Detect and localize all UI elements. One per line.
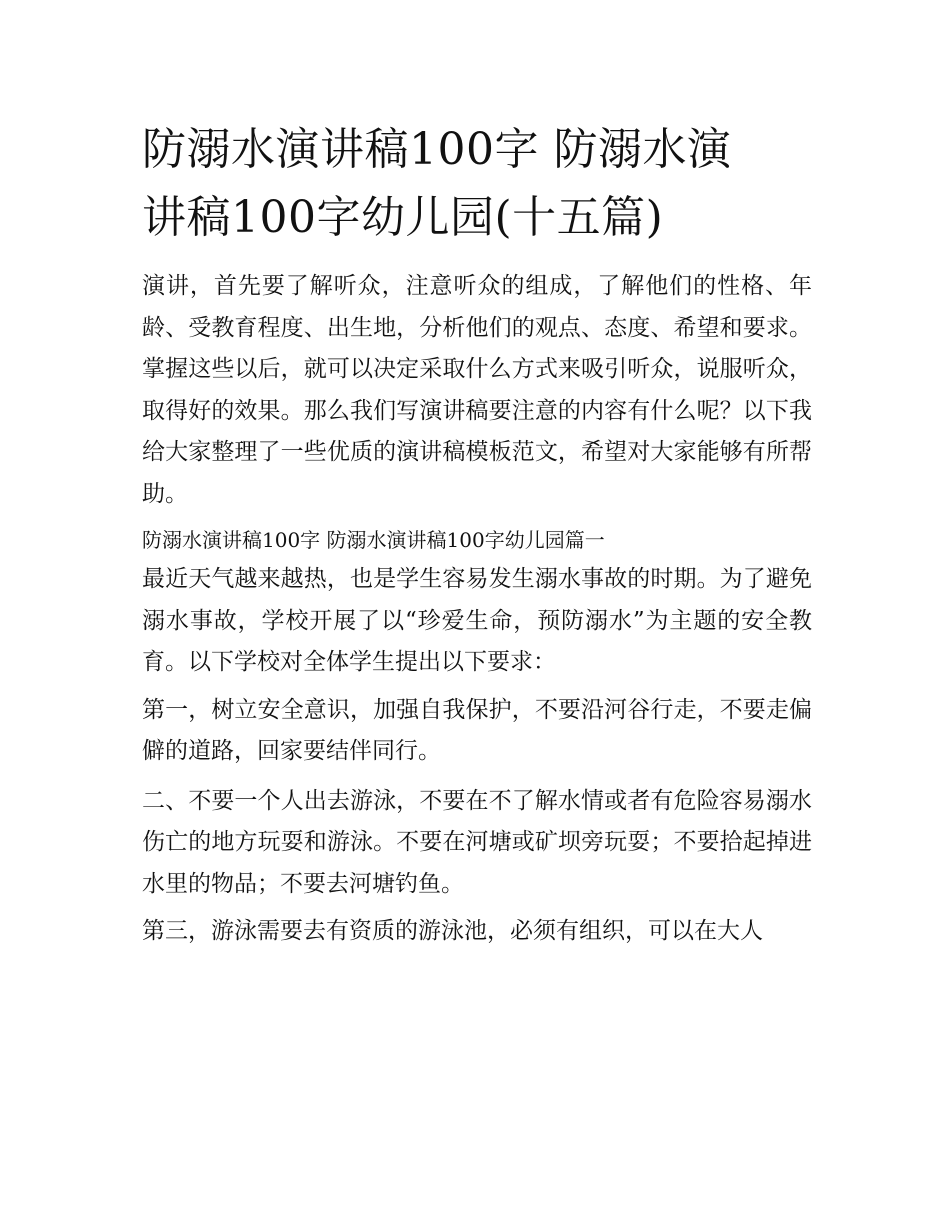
document-page <box>142 116 812 953</box>
document-title <box>142 116 812 252</box>
intro-paragraph: 演讲，首先要了解听众，注意听众的组成，了解他们的性格、年龄、受教育程度、出生地，分析他们的观点、态度、希望和要求。掌握这些以后，就可以决定采取什么方式来吸引听众，说服听众，取得好的效果。那么我们写演讲稿要注意的内容有什么呢？以下我给大家整理了一些优质的演讲稿模板范文，希望对大家能够有所帮助。 <box>142 273 812 507</box>
body-paragraph: 第三，游泳需要去有资质的游泳池，必须有组织，可以在大人 <box>142 918 763 944</box>
title-line-1: 防溺水演讲稿100字 防溺水演 <box>142 124 732 175</box>
section-heading: 防溺水演讲稿100字 防溺水演讲稿100字幼儿园篇一 <box>142 528 605 552</box>
title-line-2: 讲稿100字幼儿园(十五篇) <box>142 192 664 243</box>
body-paragraph: 第一，树立安全意识，加强自我保护，不要沿河谷行走，不要走偏僻的道路，回家要结伴同行。 <box>142 696 812 764</box>
body-paragraph: 二、不要一个人出去游泳，不要在不了解水情或者有危险容易溺水伤亡的地方玩耍和游泳。不要在河塘或矿坝旁玩耍；不要拾起掉进水里的物品；不要去河塘钓鱼。 <box>142 787 812 897</box>
body-paragraph: 最近天气越来越热，也是学生容易发生溺水事故的时期。为了避免溺水事故，学校开展了以“珍爱生命，预防溺水”为主题的安全教育。以下学校对全体学生提出以下要求： <box>142 566 812 675</box>
